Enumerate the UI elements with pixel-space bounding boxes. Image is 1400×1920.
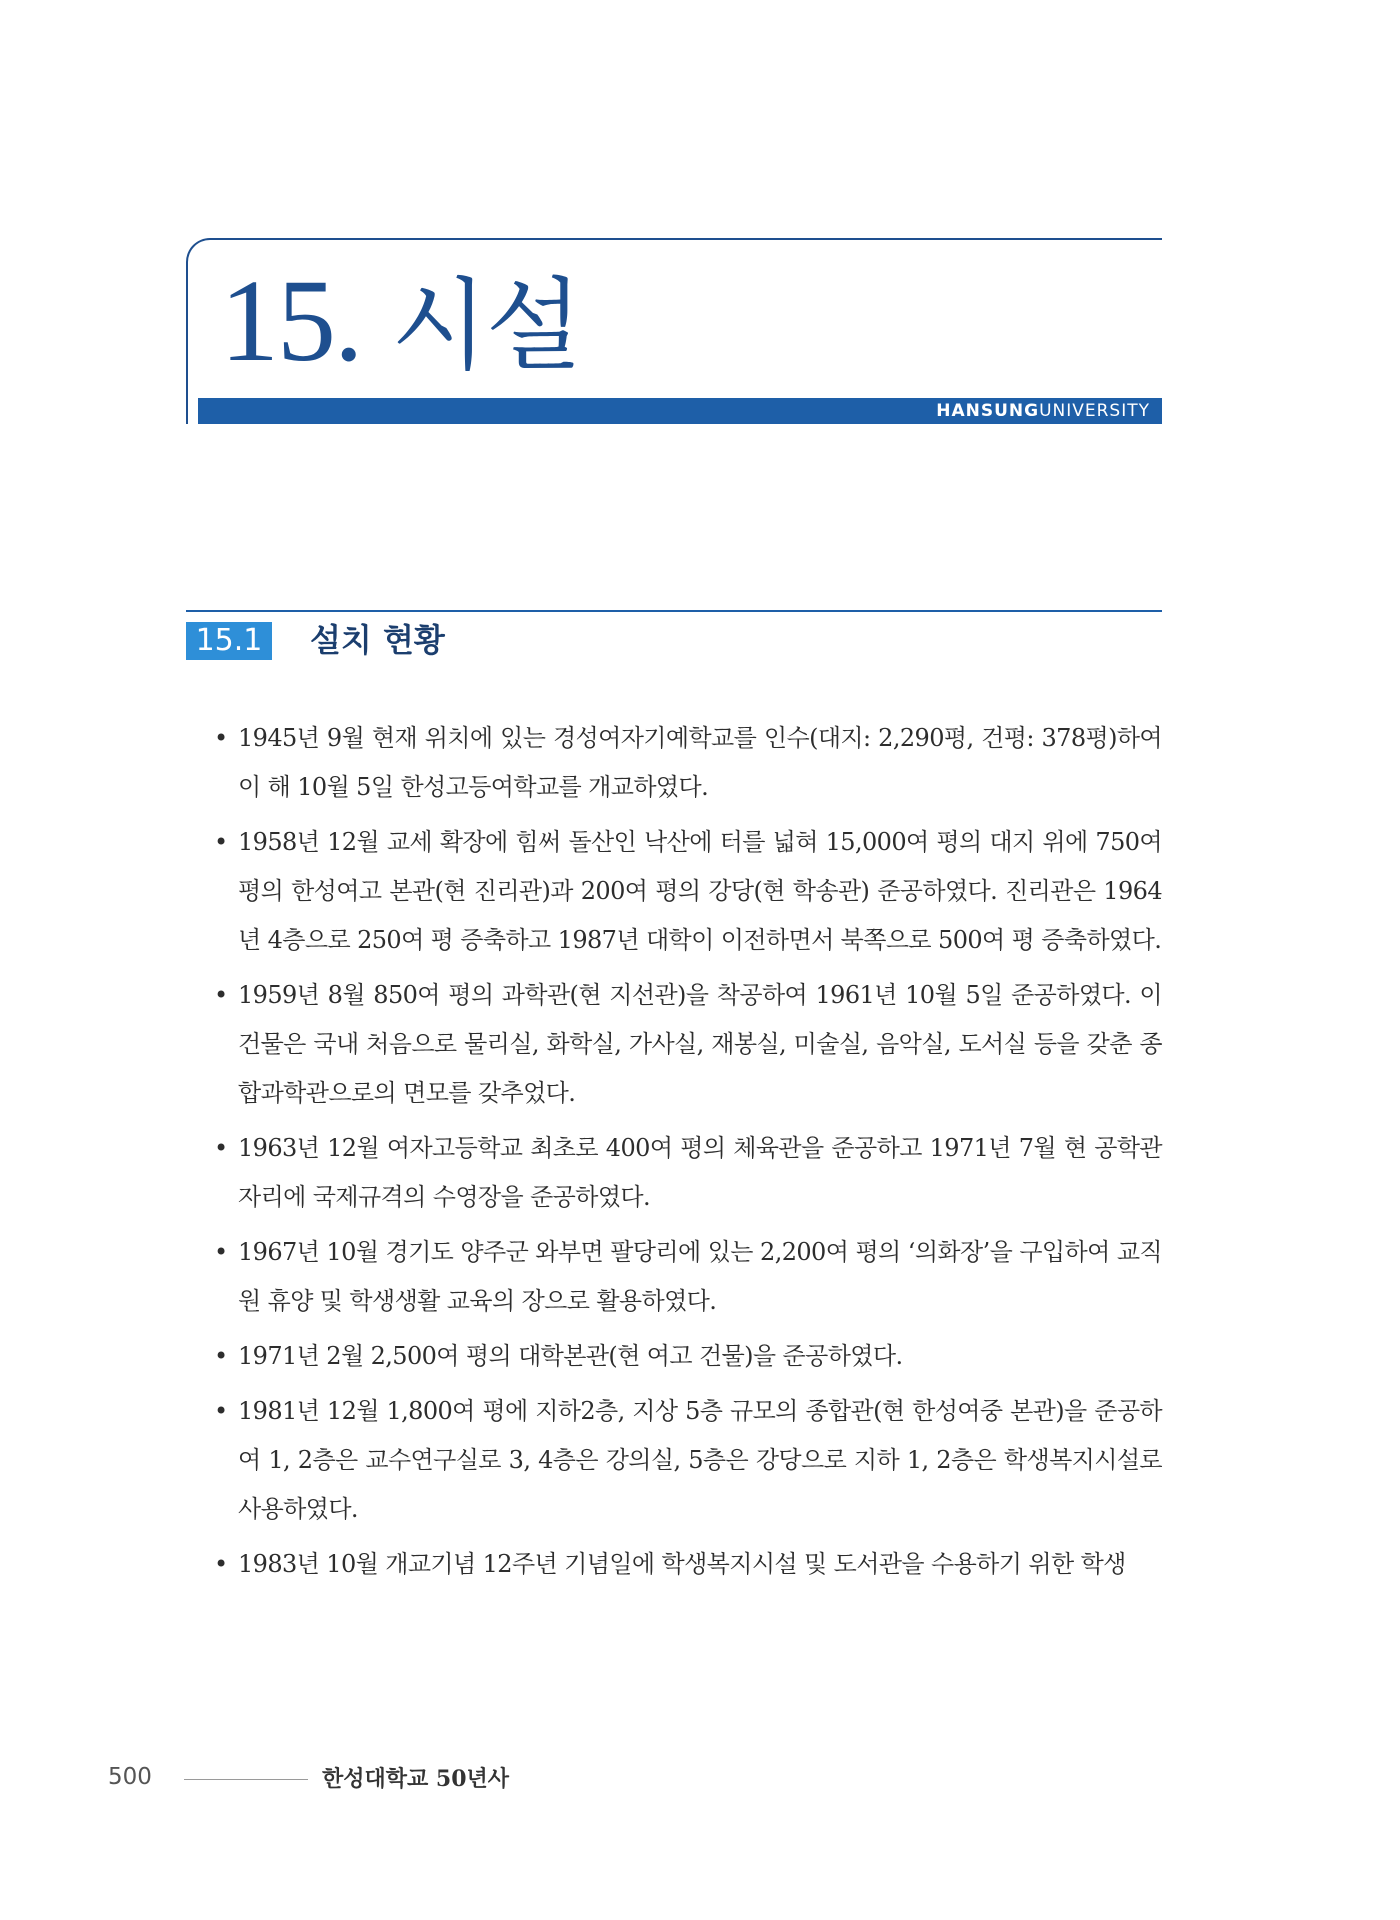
chapter-number: 15. bbox=[220, 255, 362, 386]
list-item: • 1958년 12월 교세 확장에 힘써 돌산인 낙산에 터를 넓혀 15,000여 평의 대지 위에 750여 평의 한성여고 본관(현 진리관)과 200여 평의 강당(현 학송관) 준공하였다. 진리관은 1964년 4층으로 250여 평 증축하고 1987년 대학이 이전하면서 북쪽으로 500여 평 증축하였다. bbox=[214, 818, 1162, 965]
section-title: 설치 현황 bbox=[310, 621, 445, 659]
list-item: • 1981년 12월 1,800여 평에 지하2층, 지상 5층 규모의 종합관(현 한성여중 본관)을 준공하여 1, 2층은 교수연구실로 3, 4층은 강의실, 5층은 강당으로 지하 1, 2층은 학생복지시설로 사용하였다. bbox=[214, 1387, 1162, 1534]
list-item: • 1959년 8월 850여 평의 과학관(현 지선관)을 착공하여 1961년 10월 5일 준공하였다. 이 건물은 국내 처음으로 물리실, 화학실, 가사실, 재봉실, 미술실, 음악실, 도서실 등을 갖춘 종합과학관으로의 면모를 갖추었다. bbox=[214, 971, 1162, 1118]
list-item: • 1971년 2월 2,500여 평의 대학본관(현 여고 건물)을 준공하였다. bbox=[214, 1332, 1162, 1381]
chapter-banner-bar bbox=[198, 398, 1162, 424]
list-item: • 1963년 12월 여자고등학교 최초로 400여 평의 체육관을 준공하고 1971년 7월 현 공학관 자리에 국제규격의 수영장을 준공하였다. bbox=[214, 1124, 1162, 1222]
section-number-badge: 15.1 bbox=[186, 622, 272, 660]
chapter-name: 시설 bbox=[391, 267, 581, 384]
university-brand bbox=[936, 401, 1150, 421]
chapter-title bbox=[220, 255, 581, 386]
brand-bold: HANSUNG bbox=[936, 401, 1040, 421]
brand-light: UNIVERSITY bbox=[1039, 401, 1150, 421]
footer-divider bbox=[184, 1779, 308, 1780]
list-item: • 1945년 9월 현재 위치에 있는 경성여자기예학교를 인수(대지: 2,290평, 건평: 378평)하여 이 해 10월 5일 한성고등여학교를 개교하였다. bbox=[214, 714, 1162, 812]
book-title: 한성대학교 50년사 bbox=[322, 1766, 510, 1792]
facility-history-list bbox=[214, 714, 1162, 1595]
page-number: 500 bbox=[108, 1764, 152, 1790]
section-divider bbox=[186, 610, 1162, 612]
list-item: • 1967년 10월 경기도 양주군 와부면 팔당리에 있는 2,200여 평의 ‘의화장’을 구입하여 교직원 휴양 및 학생생활 교육의 장으로 활용하였다. bbox=[214, 1228, 1162, 1326]
list-item: • 1983년 10월 개교기념 12주년 기념일에 학생복지시설 및 도서관을 수용하기 위한 학생 bbox=[214, 1540, 1162, 1589]
